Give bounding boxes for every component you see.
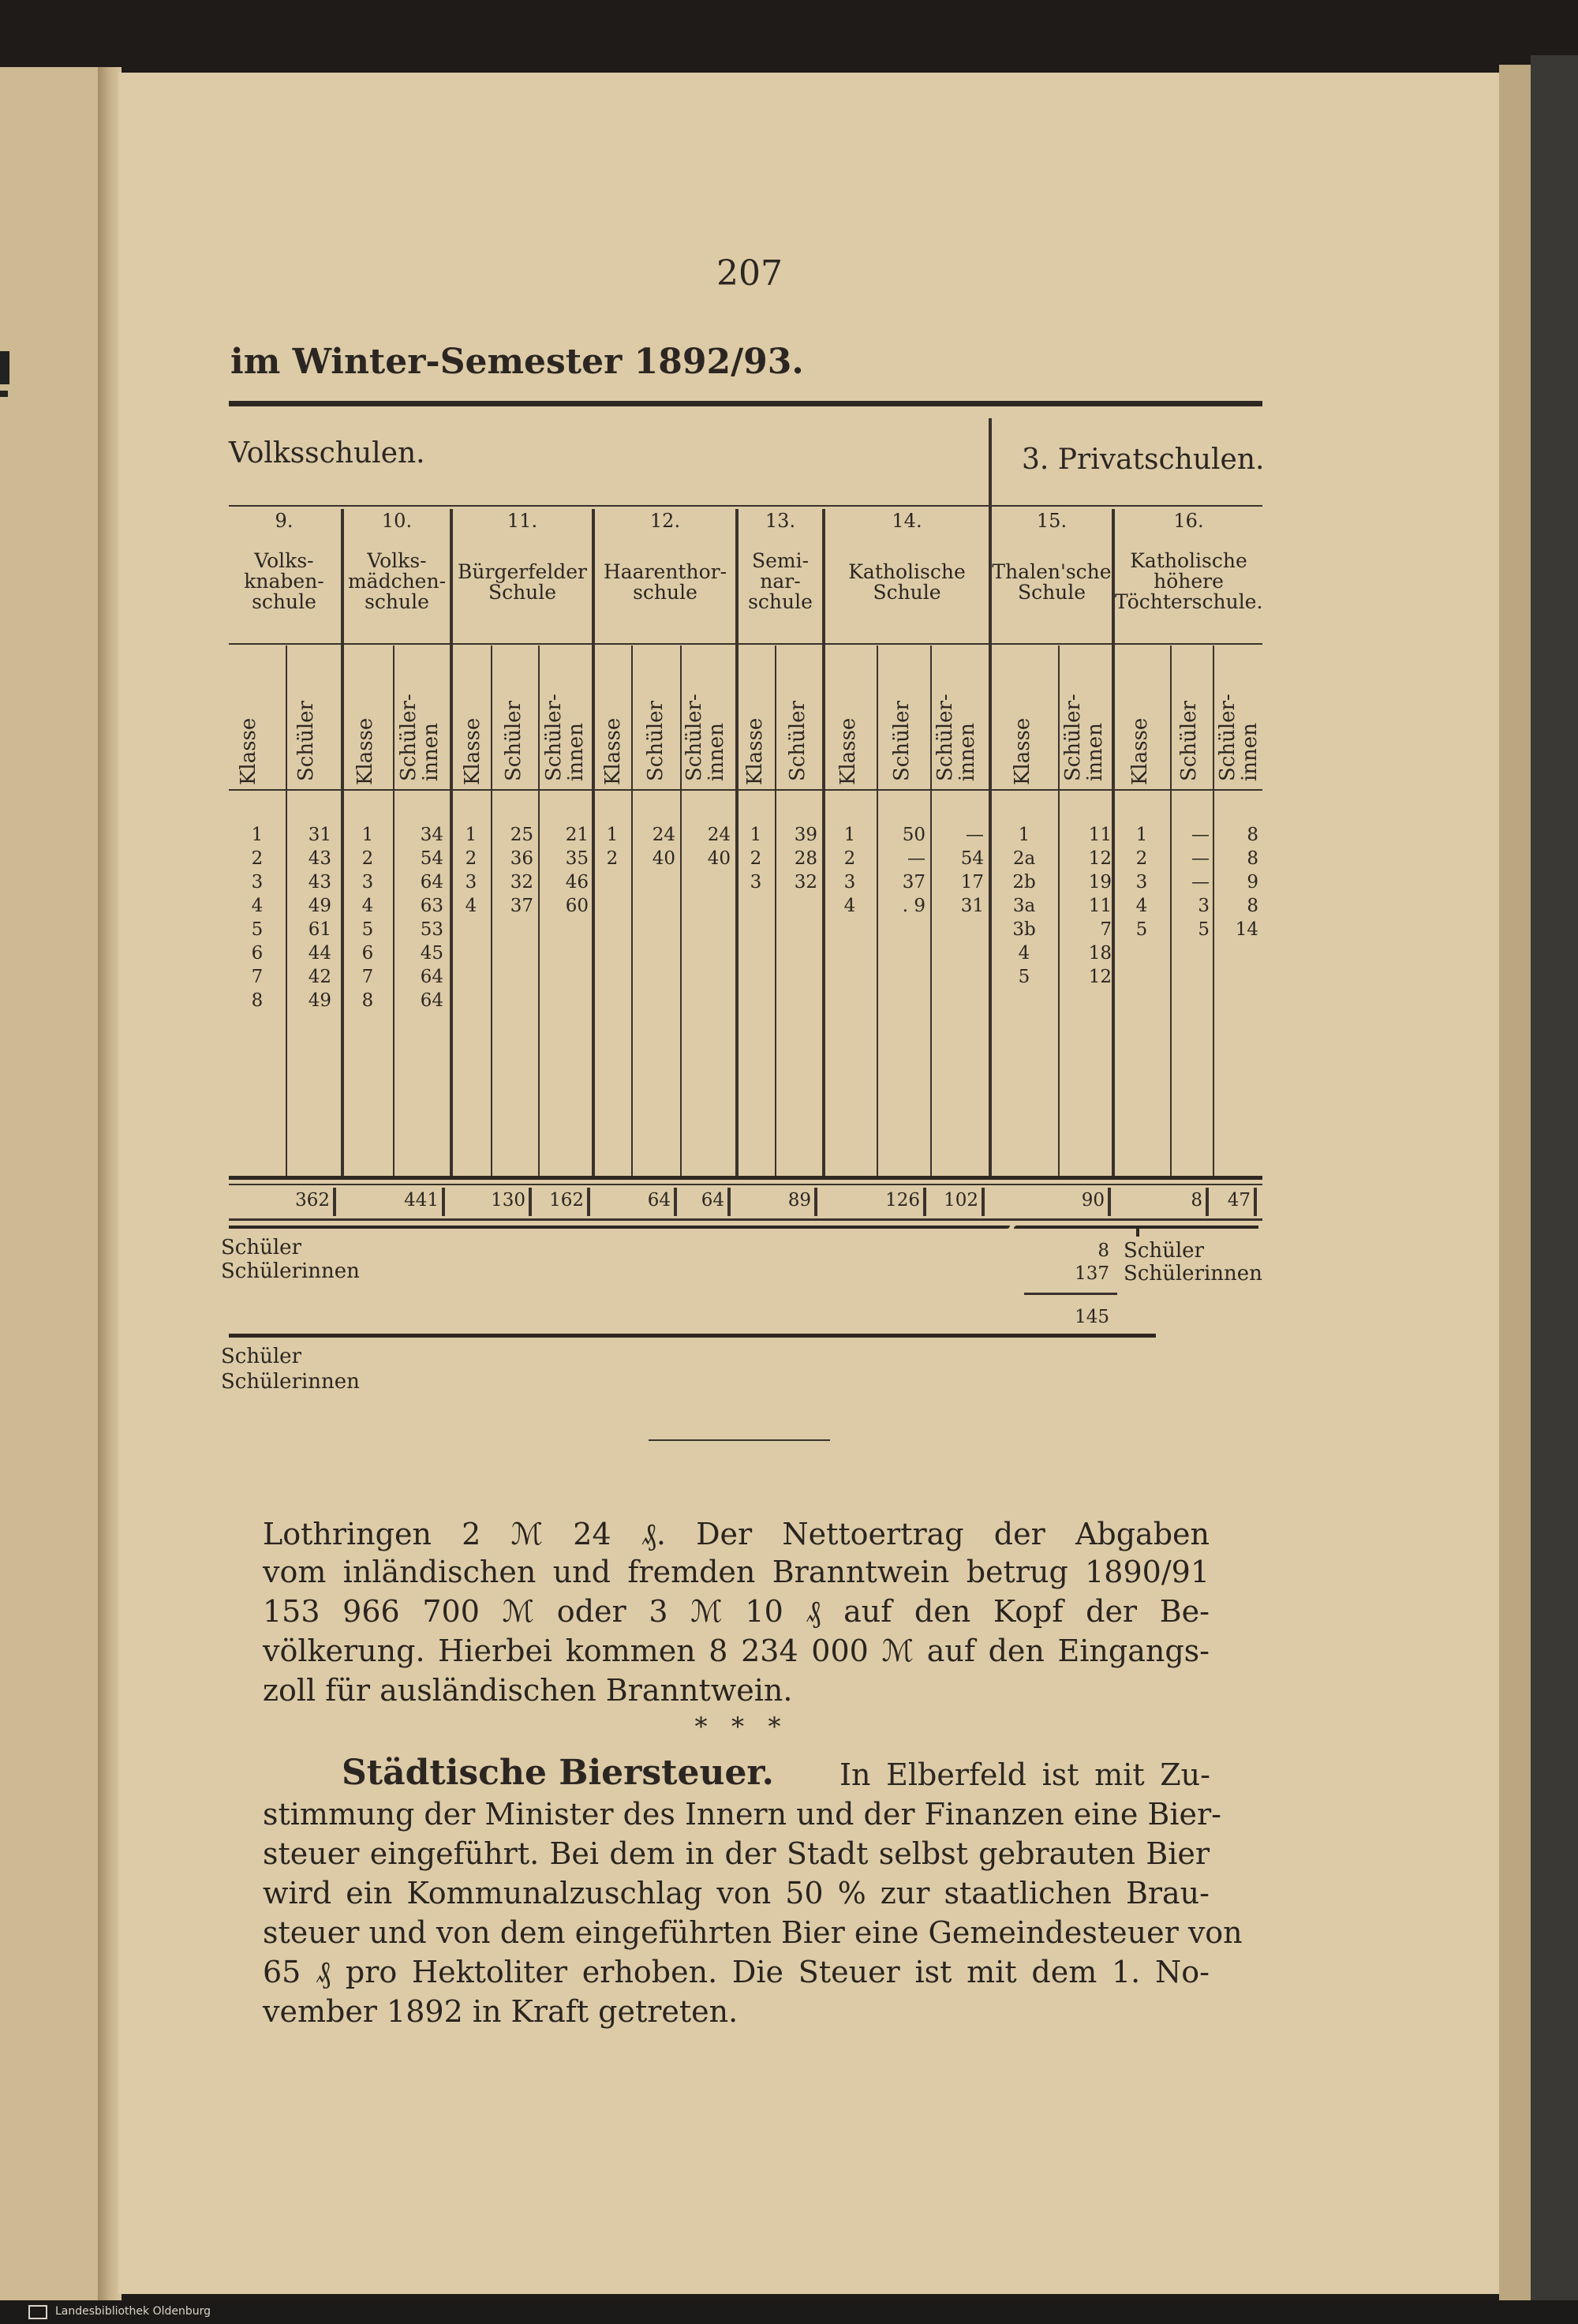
table-cell: — bbox=[907, 848, 925, 869]
private-schueler-label: Schüler bbox=[1124, 1239, 1204, 1263]
table-cell: 40 bbox=[652, 848, 675, 869]
table-cell: 1 bbox=[1135, 825, 1148, 845]
total-value: 362 bbox=[295, 1190, 330, 1211]
table-cell: 5 bbox=[1018, 967, 1030, 987]
table-cell: 37 bbox=[902, 872, 925, 893]
table-cell: — bbox=[966, 825, 984, 845]
table-cell: 8 bbox=[1247, 825, 1258, 845]
total-value: 126 bbox=[885, 1190, 920, 1211]
school-16-name: Katholische höhere Töchterschule. bbox=[1115, 549, 1263, 613]
total-separator bbox=[1108, 1188, 1111, 1216]
page-edges bbox=[1499, 65, 1531, 2306]
table-cell: 3 bbox=[1198, 896, 1210, 916]
total-separator bbox=[1254, 1188, 1257, 1216]
left-page-edge bbox=[0, 67, 109, 2300]
school-11-number: 11. bbox=[507, 510, 538, 532]
subheader-klasse: Klasse bbox=[836, 717, 860, 785]
subheader-schueler: Schüler bbox=[1177, 701, 1201, 781]
table-cell: 54 bbox=[960, 848, 984, 869]
table-cell: 5 bbox=[361, 919, 374, 940]
table-cell: 2 bbox=[750, 848, 762, 869]
table-cell: 2 bbox=[251, 848, 264, 869]
table-cell: 18 bbox=[1088, 943, 1112, 964]
table-cell: 35 bbox=[565, 848, 589, 869]
table-cell: 8 bbox=[1247, 848, 1258, 869]
subheader-schuelerinnen: Schüler- innen bbox=[933, 694, 979, 781]
school-14-name: Katholische Schule bbox=[848, 560, 966, 604]
total-value: 47 bbox=[1227, 1190, 1251, 1211]
school-10-number: 10. bbox=[381, 510, 413, 532]
subheader-klasse: Klasse bbox=[1128, 717, 1152, 785]
left-page-mark bbox=[0, 391, 8, 397]
subheader-klasse: Klasse bbox=[461, 717, 484, 785]
table-cell: 11 bbox=[1088, 825, 1112, 845]
school-11-name: Bürgerfelder Schule bbox=[458, 560, 587, 604]
subheader-schuelerinnen: Schüler- innen bbox=[542, 694, 588, 781]
lower-schueler-label: Schüler bbox=[221, 1345, 301, 1368]
table-cell: 50 bbox=[902, 825, 925, 845]
total-value: 89 bbox=[787, 1190, 811, 1211]
private-total: 145 bbox=[1075, 1307, 1109, 1327]
table-cell: 3 bbox=[465, 872, 477, 893]
table-cell: 49 bbox=[308, 990, 331, 1011]
table-cell: 17 bbox=[960, 872, 984, 893]
table-cell: 14 bbox=[1235, 919, 1258, 940]
school-12-name: Haarenthor- schule bbox=[603, 560, 727, 604]
subheader-schuelerinnen: Schüler- innen bbox=[397, 694, 443, 781]
section-volksschulen: Volksschulen. bbox=[229, 437, 425, 470]
school-15-name: Thalen'sche Schule bbox=[992, 560, 1112, 604]
private-schuelerinnen-value: 137 bbox=[1075, 1263, 1109, 1284]
title-rule bbox=[229, 401, 1262, 406]
table-cell: 40 bbox=[707, 848, 731, 869]
column-divider bbox=[631, 646, 633, 1176]
table-cell: — bbox=[1191, 872, 1210, 893]
subheader-schuelerinnen: Schüler- innen bbox=[1216, 694, 1262, 781]
table-cell: 4 bbox=[465, 896, 477, 916]
table-cell: 1 bbox=[361, 825, 374, 845]
body-line: steuer und von dem eingeführten Bier eine Gemeindesteuer von bbox=[263, 1915, 1243, 1950]
total-separator bbox=[982, 1188, 985, 1216]
body-line: In Elberfeld ist mit Zu- bbox=[839, 1757, 1210, 1792]
total-separator bbox=[814, 1188, 817, 1216]
table-cell: 5 bbox=[1198, 919, 1210, 940]
table-cell: 9 bbox=[1247, 872, 1258, 893]
table-cell: 2a bbox=[1012, 848, 1036, 869]
body-line: zoll für ausländischen Branntwein. bbox=[263, 1673, 793, 1708]
library-name: Landesbibliothek Oldenburg bbox=[55, 2305, 211, 2318]
table-cell: 32 bbox=[510, 872, 533, 893]
column-divider bbox=[775, 646, 776, 1176]
table-cell: 2 bbox=[465, 848, 477, 869]
table-cell: 4 bbox=[361, 896, 374, 916]
subheader-klasse: Klasse bbox=[601, 717, 625, 785]
table-cell: 64 bbox=[420, 872, 443, 893]
table-cell: 7 bbox=[251, 967, 264, 987]
table-cell: 4 bbox=[843, 896, 856, 916]
table-cell: 43 bbox=[308, 848, 331, 869]
table-cell: 2 bbox=[1135, 848, 1148, 869]
table-cell: 31 bbox=[960, 896, 984, 916]
left-page-mark bbox=[0, 351, 9, 384]
subheader-klasse: Klasse bbox=[353, 717, 377, 785]
table-cell: 46 bbox=[565, 872, 589, 893]
table-cell: 12 bbox=[1088, 848, 1112, 869]
body-line: Lothringen 2 ℳ 24 ₰. Der Nettoertrag der Abgaben bbox=[263, 1517, 1210, 1551]
table-cell: 3 bbox=[750, 872, 762, 893]
subheader-schuelerinnen: Schüler- innen bbox=[682, 694, 728, 781]
table-cell: 34 bbox=[420, 825, 443, 845]
table-cell: 53 bbox=[420, 919, 443, 940]
subheader-schueler: Schüler bbox=[294, 701, 318, 781]
table-top-rule bbox=[229, 505, 1262, 507]
total-value: 8 bbox=[1191, 1190, 1202, 1211]
table-cell: 2b bbox=[1012, 872, 1036, 893]
table-cell: 49 bbox=[308, 896, 331, 916]
table-cell: 36 bbox=[510, 848, 533, 869]
total-value: 441 bbox=[404, 1190, 439, 1211]
table-cell: 7 bbox=[361, 967, 374, 987]
table-cell: 43 bbox=[308, 872, 331, 893]
table-cell: 1 bbox=[750, 825, 762, 845]
table-cell: 6 bbox=[251, 943, 264, 964]
school-16-number: 16. bbox=[1173, 510, 1204, 532]
table-cell: 7 bbox=[1100, 919, 1112, 940]
school-9-number: 9. bbox=[275, 510, 294, 532]
body-line: vom inländischen und fremden Branntwein betrug 1890/91 bbox=[263, 1555, 1210, 1589]
table-cell: 45 bbox=[420, 943, 443, 964]
table-cell: 4 bbox=[1018, 943, 1030, 964]
school-13-number: 13. bbox=[765, 510, 796, 532]
total-separator bbox=[587, 1188, 590, 1216]
body-line: steuer eingeführt. Bei dem in der Stadt selbst gebrauten Bier bbox=[263, 1836, 1210, 1871]
lower-brace bbox=[229, 1334, 1156, 1338]
table-cell: 37 bbox=[510, 896, 533, 916]
subheader-klasse: Klasse bbox=[743, 717, 767, 785]
section-rule bbox=[649, 1439, 830, 1441]
school-13-name: Semi- nar- schule bbox=[748, 549, 813, 613]
table-cell: 8 bbox=[1247, 896, 1258, 916]
section-privatschulen: 3. Privatschulen. bbox=[1022, 443, 1265, 476]
table-cell: 64 bbox=[420, 967, 443, 987]
table-cell: 3 bbox=[251, 872, 264, 893]
body-line: 65 ₰ pro Hektoliter erhoben. Die Steuer ist mit dem 1. No- bbox=[263, 1955, 1210, 1989]
subheader-klasse: Klasse bbox=[237, 717, 260, 785]
table-cell: 3b bbox=[1012, 919, 1036, 940]
table-cell: 1 bbox=[843, 825, 856, 845]
subheader-schueler: Schüler bbox=[502, 701, 525, 781]
subheader-rule bbox=[229, 789, 1262, 791]
table-cell: 11 bbox=[1088, 896, 1112, 916]
subheader-klasse: Klasse bbox=[1011, 717, 1034, 785]
total-value: 102 bbox=[944, 1190, 978, 1211]
table-cell: 5 bbox=[1135, 919, 1148, 940]
total-separator bbox=[727, 1188, 731, 1216]
table-cell: — bbox=[1191, 825, 1210, 845]
table-cell: 19 bbox=[1088, 872, 1112, 893]
subheader-schueler: Schüler bbox=[786, 701, 810, 781]
school-14-number: 14. bbox=[892, 510, 922, 532]
table-cell: 63 bbox=[420, 896, 443, 916]
table-cell: 32 bbox=[794, 872, 817, 893]
table-cell: 64 bbox=[420, 990, 443, 1011]
page-number: 207 bbox=[716, 253, 783, 294]
table-cell: 54 bbox=[420, 848, 443, 869]
table-cell: 21 bbox=[565, 825, 589, 845]
table-cell: — bbox=[1191, 848, 1210, 869]
total-value: 64 bbox=[647, 1190, 671, 1211]
table-cell: 44 bbox=[308, 943, 331, 964]
table-cell: 3a bbox=[1012, 896, 1036, 916]
subheader-schueler: Schüler bbox=[644, 701, 667, 781]
footer-bar bbox=[0, 2300, 1578, 2324]
table-cell: 3 bbox=[843, 872, 856, 893]
summary-schuelerinnen-label: Schülerinnen bbox=[221, 1259, 360, 1283]
table-cell: 25 bbox=[510, 825, 533, 845]
table-cell: 28 bbox=[794, 848, 817, 869]
table-cell: 1 bbox=[606, 825, 619, 845]
table-cell: 4 bbox=[1135, 896, 1148, 916]
library-logo-icon bbox=[28, 2305, 47, 2319]
table-cell: 31 bbox=[308, 825, 331, 845]
table-cell: 3 bbox=[1135, 872, 1148, 893]
table-cell: 2 bbox=[361, 848, 374, 869]
table-cell: 3 bbox=[361, 872, 374, 893]
table-cell: 1 bbox=[251, 825, 264, 845]
totals-top-rule-2 bbox=[229, 1184, 1262, 1185]
body-line: 153 966 700 ℳ oder 3 ℳ 10 ₰ auf den Kopf der Be- bbox=[263, 1594, 1210, 1629]
section-divider bbox=[989, 418, 992, 1176]
subheader-schuelerinnen: Schüler- innen bbox=[1061, 694, 1107, 781]
table-cell: 24 bbox=[652, 825, 675, 845]
table-cell: 4 bbox=[251, 896, 264, 916]
table-cell: 24 bbox=[707, 825, 731, 845]
private-schuelerinnen-label: Schülerinnen bbox=[1124, 1262, 1262, 1285]
sum-rule bbox=[1024, 1293, 1117, 1295]
left-brace bbox=[229, 1226, 1010, 1229]
school-15-number: 15. bbox=[1036, 510, 1068, 532]
header-rule bbox=[229, 643, 1262, 645]
body-line: stimmung der Minister des Innern und der Finanzen eine Bier- bbox=[263, 1797, 1221, 1832]
school-9-name: Volks- knaben- schule bbox=[244, 549, 324, 613]
total-value: 162 bbox=[549, 1190, 584, 1211]
book-cover bbox=[1531, 55, 1578, 2320]
table-cell: 1 bbox=[1018, 825, 1030, 845]
body-line: vember 1892 in Kraft getreten. bbox=[263, 1994, 739, 2029]
table-cell: 1 bbox=[465, 825, 477, 845]
totals-top-rule bbox=[229, 1176, 1262, 1180]
table-cell: 42 bbox=[308, 967, 331, 987]
section-heading: Städtische Biersteuer. bbox=[342, 1753, 774, 1793]
subheader-schueler: Schüler bbox=[890, 701, 914, 781]
asterism: * * * bbox=[694, 1712, 781, 1742]
table-cell: 8 bbox=[251, 990, 264, 1011]
total-value: 130 bbox=[491, 1190, 525, 1211]
table-cell: 5 bbox=[251, 919, 264, 940]
body-line: völkerung. Hierbei kommen 8 234 000 ℳ auf den Eingangs- bbox=[263, 1634, 1210, 1668]
school-10-name: Volks- mädchen- schule bbox=[347, 549, 447, 613]
table-cell: 61 bbox=[308, 919, 331, 940]
totals-bottom-rule bbox=[229, 1218, 1262, 1221]
summary-schueler-label: Schüler bbox=[221, 1236, 301, 1259]
total-value: 64 bbox=[701, 1190, 724, 1211]
school-12-number: 12. bbox=[649, 510, 681, 532]
table-cell: 12 bbox=[1088, 967, 1112, 987]
table-cell: 6 bbox=[361, 943, 374, 964]
table-cell: 2 bbox=[843, 848, 856, 869]
table-cell: 2 bbox=[606, 848, 619, 869]
lower-schuelerinnen-label: Schülerinnen bbox=[221, 1370, 360, 1394]
table-cell: 8 bbox=[361, 990, 374, 1011]
table-cell: . 9 bbox=[902, 896, 925, 916]
total-separator bbox=[333, 1188, 336, 1216]
private-schueler-value: 8 bbox=[1097, 1241, 1109, 1261]
column-divider bbox=[680, 646, 682, 1176]
total-value: 90 bbox=[1081, 1190, 1105, 1211]
total-separator bbox=[442, 1188, 445, 1216]
table-cell: 60 bbox=[565, 896, 589, 916]
body-line: wird ein Kommunalzuschlag von 50 % zur staatlichen Brau- bbox=[263, 1876, 1210, 1910]
brace-tip bbox=[1136, 1226, 1139, 1237]
table-cell: 39 bbox=[794, 825, 817, 845]
page-title: im Winter-Semester 1892/93. bbox=[230, 342, 804, 382]
